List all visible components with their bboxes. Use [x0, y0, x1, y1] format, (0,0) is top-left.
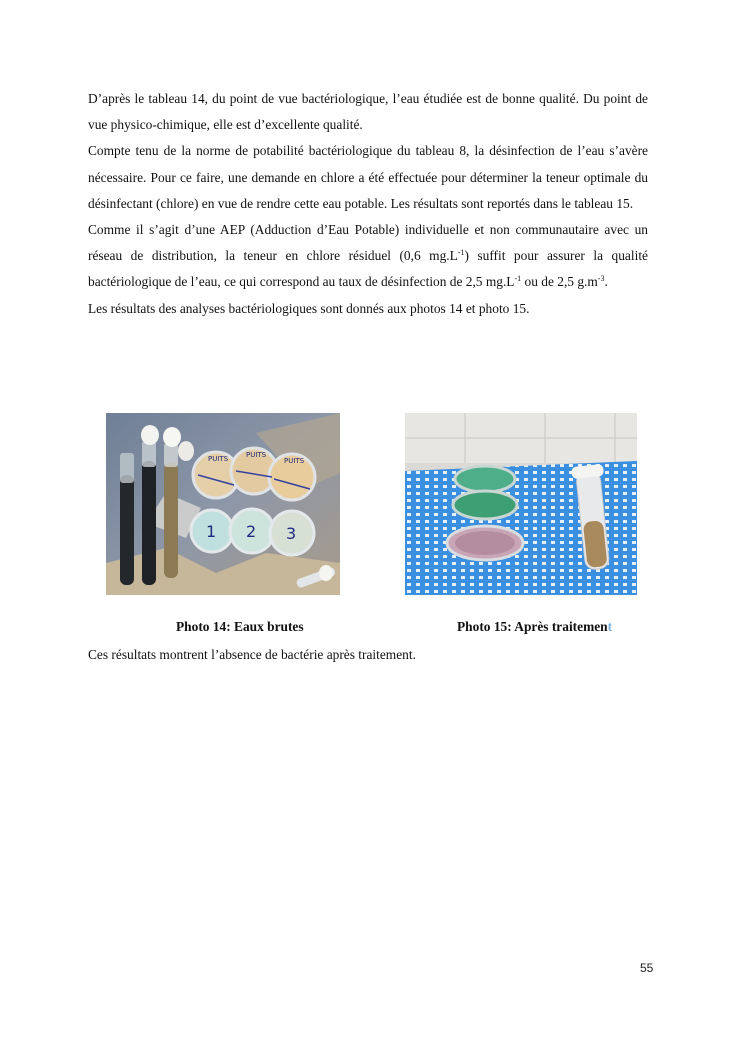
photo-14-illustration: [106, 413, 340, 595]
dish-label-3: PUITS: [284, 457, 305, 465]
photo-15-after-treatment: [405, 413, 637, 595]
paragraph-1: D’après le tableau 14, du point de vue bactériologique, l’eau étudiée est de bonne qualité. Du point de vue physico-chimique, elle est d’excellente qualité.: [88, 91, 648, 133]
body-text: [88, 86, 648, 322]
photo-15-illustration: [405, 413, 637, 595]
photo-15-caption-main: Photo 15: Après traitemen: [457, 619, 608, 634]
photo-15-caption-tail: t: [607, 619, 613, 634]
paragraph-2: Compte tenu de la norme de potabilité bactériologique du tableau 8, la désinfection de l’eau s’avère nécessaire. Pour ce faire, une demande en chlore a été effectuée pour déterminer la teneur optimale du désinfectant (chlore) en vue de rendre cette eau potable. Les résultats sont reportés dans le tableau 15.: [88, 143, 648, 211]
dish-label-2: PUITS: [246, 451, 267, 459]
superscript-1: -1: [457, 248, 465, 258]
dish-label-1: PUITS: [208, 455, 229, 463]
superscript-2: -1: [514, 274, 522, 284]
page-number: 55: [640, 961, 654, 975]
photo-14-caption: Photo 14: Eaux brutes: [176, 619, 304, 634]
paragraph-3-text-d: .: [604, 274, 608, 290]
paragraph-3-text-b: ) suffit pour assurer la qualité bactériologique de l’eau, ce qui correspond au taux de désinfection de 2,5 mg.L: [88, 248, 648, 290]
paragraph-4: Les résultats des analyses bactériologiques sont donnés aux photos 14 et photo 15.: [88, 300, 530, 316]
dish-label-6: 3: [286, 524, 297, 543]
superscript-3: -3: [597, 274, 605, 284]
dish-label-4: 1: [206, 522, 217, 541]
paragraph-3-text-c: ou de 2,5 g.m: [521, 274, 598, 290]
photo-14-raw-water: [106, 413, 340, 595]
paragraph-3: [88, 217, 648, 296]
petri-dishes-treated: [447, 466, 523, 560]
conclusion-text: Ces résultats montrent l’absence de bactérie après traitement.: [88, 647, 416, 662]
paragraph-3-text-a: Comme il s’agit d’une AEP (Adduction d’Eau Potable) individuelle et non communautaire avec un réseau de distribution, la teneur en chlore résiduel (0,6 mg.L: [88, 222, 648, 264]
dish-label-5: 2: [246, 522, 257, 541]
photo-15-caption: [457, 619, 612, 635]
